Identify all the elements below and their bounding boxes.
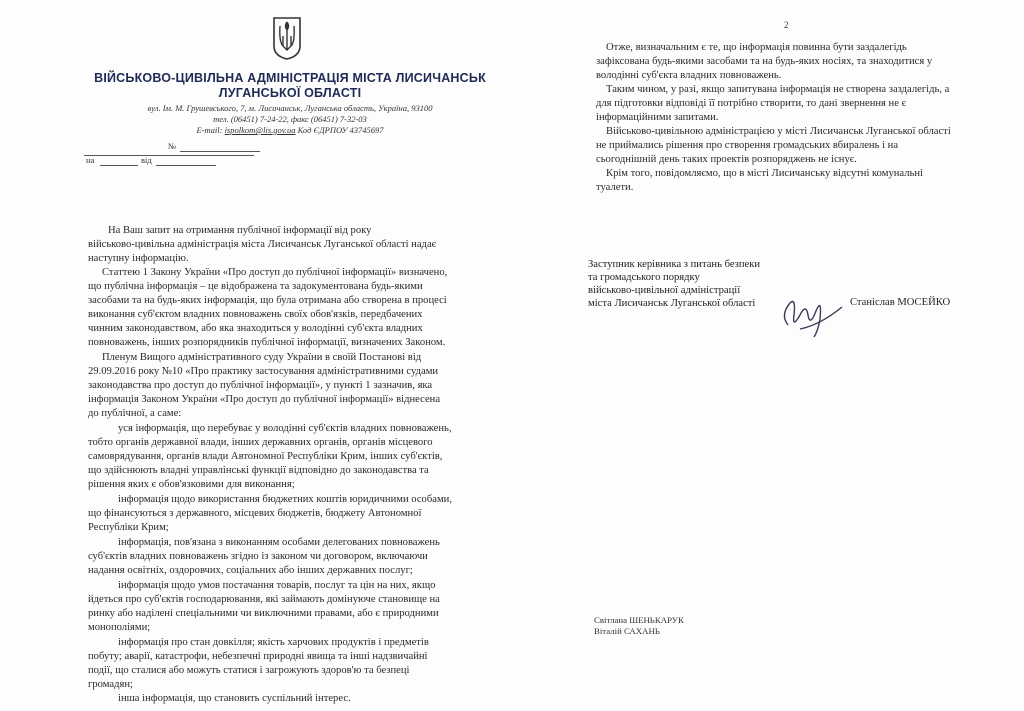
body-line: тобто органів державної влади, інших державних органів, органів місцевого (88, 437, 433, 448)
body-line: чинним законодавством, або яка знаходиться у володінні суб'єкта владних (88, 323, 423, 334)
body-line: виконання суб'єктом владних повноважень своїх обов'язків, передбачених (88, 309, 423, 320)
body-line: 29.09.2016 року №10 «Про практику застосування адміністративними судами (88, 366, 439, 377)
date-label: на (86, 155, 95, 165)
body-line: інформаційними запитами. (596, 112, 719, 123)
executor-name: Віталій САХАНЬ (594, 626, 660, 636)
body-line: засобами та на будь-яких інформація, що була отримана або створена в процесі (88, 295, 447, 306)
coat-of-arms-icon (272, 16, 302, 60)
signatory-line: та громадського порядку (588, 272, 700, 283)
from-field-line (156, 165, 216, 166)
body-line: не приймались рішення про створення громадських вбиралень і на (596, 140, 899, 151)
handwritten-signature (770, 285, 850, 345)
body-line: інформація щодо умов постачання товарів, послуг та цін на них, якщо (118, 580, 436, 591)
body-line: військово-цивільна адміністрація міста Лисичанськ Луганської області надає (88, 239, 437, 250)
body-line: що здійснюють владні управлінські функції відповідно до законодавства та (88, 465, 429, 476)
org-name-line1: ВІЙСЬКОВО-ЦИВІЛЬНА АДМІНІСТРАЦІЯ МІСТА ЛИСИЧАНСЬК (94, 71, 486, 85)
body-line: інша інформація, що становить суспільний інтерес. (118, 693, 351, 704)
body-line: інформація про стан довкілля; якість харчових продуктів і предметів (118, 637, 429, 648)
number-label: № (168, 141, 177, 151)
body-line: На Ваш запит на отримання публічної інформації від року (108, 225, 372, 236)
executor-name: Світлана ШЕНЬКАРУК (594, 615, 684, 625)
body-line: сьогоднішній день таких проектів розпоряджень не існує. (596, 154, 857, 165)
body-line: Статтею 1 Закону України «Про доступ до публічної інформації» визначено, (102, 267, 448, 278)
body-line: суб'єктів владних повноважень згідно із законом чи договором, включаючи (88, 551, 428, 562)
signatory-line: Заступник керівника з питань безпеки (588, 259, 761, 270)
body-line: рішення яких є обов'язковими для виконання; (88, 479, 295, 490)
email-line (100, 125, 480, 135)
body-line: побуту; аварії, катастрофи, небезпечні природні явища та інші надзвичайні (88, 651, 428, 662)
signatory-line: військово-цивільної адміністрації (588, 285, 741, 296)
body-line: монополіями; (88, 622, 151, 633)
address: вул. Ім. М. Грушевського, 7, м. Лисичанськ, Луганська область, Україна, 93100 (147, 103, 433, 113)
date-field-line (100, 165, 138, 166)
body-line: інформація Законом України «Про доступ до публічної інформації» віднесена (88, 394, 441, 405)
header-rule (84, 155, 254, 156)
body-line: Пленум Вищого адміністративного суду України в своїй Постанові від (102, 352, 422, 363)
body-line: події, що сталися або можуть статися і загрожують здоров'ю та безпеці (88, 665, 410, 676)
body-line: повноважень, інших розпорядників публічної інформації, визначених Законом. (88, 337, 446, 348)
body-line: що публічна інформація – це відображена та задокументована будь-якими (88, 281, 423, 292)
body-line: уся інформація, що перебуває у володінні суб'єктів владних повноважень, (118, 423, 452, 434)
page-number: 2 (784, 20, 789, 30)
body-line: туалети. (596, 182, 634, 193)
from-label: від (141, 155, 152, 165)
body-line: Крім того, повідомляємо, що в місті Лисичанську відсутні комунальні (606, 168, 923, 179)
body-line: Таким чином, у разі, якщо запитувана інформація не створена заздалегідь, а (606, 84, 950, 95)
org-name-line2: ЛУГАНСЬКОЇ ОБЛАСТІ (218, 86, 362, 100)
body-line: Республіки Крим; (88, 522, 169, 533)
signatory-name: Станіслав МОСЕЙКО (850, 297, 951, 308)
number-field-line (180, 151, 260, 152)
signatory-title (588, 258, 760, 310)
signatory-line: міста Лисичанськ Луганської області (588, 298, 756, 309)
body-line: що фінансуються з державного, місцевих бюджетів, бюджету Автономної (88, 508, 422, 519)
body-line: інформація щодо використання бюджетних коштів юридичними особами, (118, 494, 452, 505)
body-line: громадян; (88, 679, 133, 690)
body-line: надання освітніх, оздоровчих, соціальних або інших державних послуг; (88, 565, 413, 576)
body-line: ринку або наділені спеціальними чи виключними правами, або є природними (88, 608, 439, 619)
body-line: Отже, визначальним є те, що інформація повинна бути заздалегідь (606, 42, 907, 53)
edrpou-code: Код ЄДРПОУ 43745697 (297, 125, 384, 135)
body-line: для підготовки відповіді її потрібно створити, то дані звернення не є (596, 98, 907, 109)
body-line: інформація, пов'язана з виконанням особами делегованих повноважень (118, 537, 440, 548)
body-line: володінні суб'єкта владних повноважень. (596, 70, 782, 81)
body-line: самоврядування, органів влади Автономної Республіки Крим, інших суб'єктів, (88, 451, 443, 462)
email-link[interactable]: ispolkom@lis.gov.ua (224, 125, 296, 135)
email-label: E-mail: (196, 125, 223, 135)
body-line: йдеться про суб'єктів господарювання, які займають домінуюче становище на (88, 594, 440, 605)
body-line: до публічної, а саме: (88, 408, 182, 419)
body-line: зафіксована будь-якими засобами та на будь-яких носіях, та знаходитися у (596, 56, 933, 67)
body-line: Військово-цивільною адміністрацією у місті Лисичанськ Луганської області (606, 126, 951, 137)
phone: тел. (06451) 7-24-22, факс (06451) 7-32-03 (213, 114, 367, 124)
body-line: наступну інформацію. (88, 253, 189, 264)
body-line: законодавства про доступ до публічної інформації», у пункті 1 зазначив, яка (88, 380, 433, 391)
